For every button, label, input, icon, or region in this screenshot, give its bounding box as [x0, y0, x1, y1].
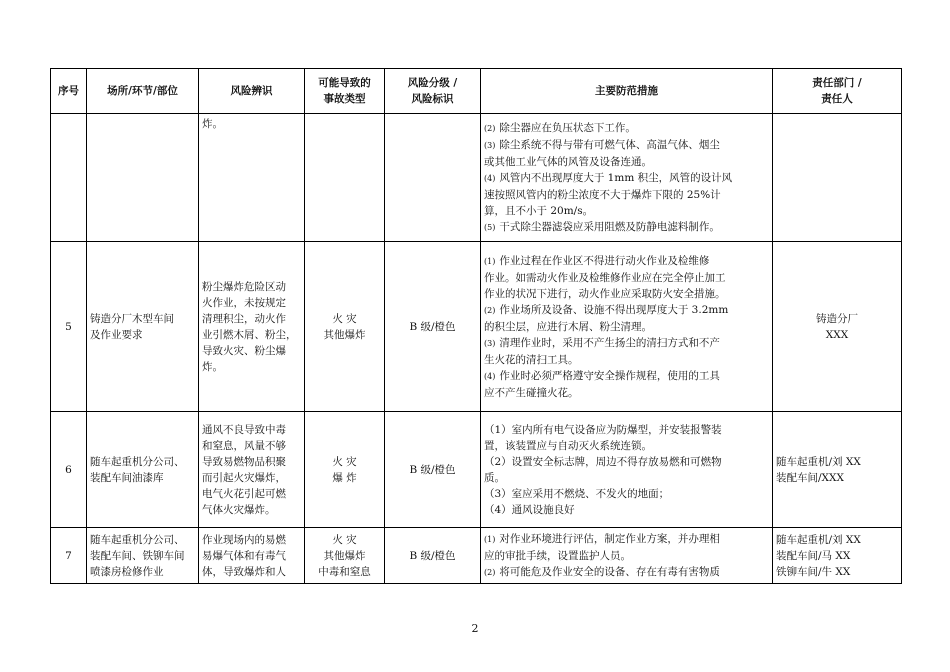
- table-row: [51, 528, 902, 584]
- cell-risk-line: 通风不良导致中毒: [202, 423, 286, 436]
- page-number: 2: [471, 622, 479, 635]
- header-risk-level: [385, 69, 481, 114]
- measure-text: 清理作业时，采用不产生扬尘的清扫方式和不产: [499, 336, 720, 349]
- risk-table: [50, 68, 902, 584]
- cell-accident-type: [305, 412, 385, 528]
- cell-responsible-line: 装配车间/马 XX: [776, 549, 851, 562]
- cell-risk-line: 导致易燃物品积聚: [202, 455, 286, 468]
- measure-text: 作业的状况下进行，动火作业应采取防火安全措施。: [484, 287, 726, 300]
- cell-seq: [51, 114, 87, 242]
- measure-text: 干式除尘器滤袋应采用阻燃及防静电滤料制作。: [499, 220, 720, 233]
- measure-line: [484, 137, 769, 154]
- cell-accident-type-line: 爆 炸: [332, 471, 357, 484]
- measure-text: 将可能危及作业安全的设备、存在有毒有害物质: [499, 565, 720, 578]
- table-body: [51, 114, 902, 584]
- cell-seq: 5: [51, 242, 87, 412]
- measure-line: [484, 502, 769, 518]
- measure-text: 的积尘层，应进行木屑、粉尘清理。: [484, 320, 652, 333]
- table-row: [51, 242, 902, 412]
- header-accident-type-line: 事故类型: [323, 93, 366, 105]
- header-seq: 序号: [51, 69, 87, 114]
- measure-line: [484, 548, 769, 564]
- cell-risk-line: 易爆气体和有毒气: [202, 549, 286, 562]
- cell-risk-line: 体，导致爆炸和人: [202, 565, 286, 578]
- cell-responsible: [773, 114, 902, 242]
- table-header-row: [51, 69, 902, 114]
- cell-responsible-line: 装配车间/XXX: [776, 471, 844, 484]
- cell-risk: [199, 114, 305, 242]
- cell-accident-type: [305, 114, 385, 242]
- measure-line: [484, 170, 769, 187]
- cell-risk-line: 火作业，未按规定: [202, 296, 286, 309]
- cell-accident-type: [305, 528, 385, 584]
- measure-line: [484, 120, 769, 137]
- measure-text: （3）室应采用不燃烧、不发火的地面；: [484, 487, 670, 500]
- cell-place-line: 铸造分厂木型车间: [90, 312, 174, 325]
- cell-accident-type-line: 中毒和窒息: [318, 565, 371, 578]
- cell-place-line: 随车起重机分公司、: [90, 533, 185, 546]
- measure-line: [484, 187, 769, 203]
- cell-risk-line: 粉尘爆炸危险区动: [202, 280, 286, 293]
- measure-line: [484, 470, 769, 486]
- cell-responsible-line: 随车起重机/刘 XX: [776, 455, 861, 468]
- cell-measures: [481, 528, 773, 584]
- cell-accident-type-line: 其他爆炸: [323, 549, 366, 562]
- measure-line: [484, 203, 769, 219]
- measure-text: 对作业环境进行评估，制定作业方案，并办理相: [499, 532, 720, 545]
- measure-number: (1): [484, 256, 496, 266]
- measure-line: [484, 368, 769, 385]
- cell-risk-level: [385, 114, 481, 242]
- header-responsible-line: 责任部门 /: [812, 77, 862, 89]
- measure-number: (2): [484, 123, 496, 133]
- cell-responsible-line: XXX: [825, 328, 849, 341]
- header-measures: 主要防范措施: [481, 69, 773, 114]
- measure-text: 质。: [484, 471, 505, 484]
- measure-text: 风管内不出现厚度大于 1mm 积尘，风管的设计风: [499, 171, 733, 184]
- cell-measures: [481, 242, 773, 412]
- cell-place-line: 喷漆房检修作业: [90, 565, 164, 578]
- measure-text: 置，该装置应与自动灭火系统连锁。: [484, 439, 652, 452]
- header-risk-level-line: 风险分级 /: [407, 77, 458, 89]
- measure-text: 作业场所及设备、设施不得出现厚度大于 3.2mm: [499, 303, 729, 316]
- cell-place: [87, 242, 199, 412]
- measure-text: 除尘系统不得与带有可燃气体、高温气体、烟尘: [499, 138, 720, 151]
- table-row: [51, 114, 902, 242]
- measure-text: （2）设置安全标志牌，周边不得存放易燃和可燃物: [484, 455, 722, 468]
- measure-line: [484, 454, 769, 470]
- measure-text: 速按照风管内的粉尘浓度不大于爆炸下限的 25%计: [484, 188, 721, 201]
- cell-seq: 6: [51, 412, 87, 528]
- cell-responsible-line: 铁铆车间/牛 XX: [776, 565, 851, 578]
- measure-text: 生火花的清扫工具。: [484, 353, 579, 366]
- cell-responsible: [773, 412, 902, 528]
- cell-risk-level: B 级/橙色: [385, 528, 481, 584]
- cell-risk-line: 作业现场内的易燃: [202, 533, 286, 546]
- cell-risk-line: 而引起火灾爆炸，: [202, 471, 286, 484]
- measure-text: 算，且不小于 20m/s。: [484, 204, 594, 217]
- measure-line: [484, 385, 769, 401]
- measure-line: [484, 486, 769, 502]
- cell-place-line: 装配车间、铁铆车间: [90, 549, 185, 562]
- measure-line: [484, 422, 769, 438]
- measure-text: 作业过程在作业区不得进行动火作业及检维修: [499, 254, 710, 267]
- cell-accident-type-line: 火 灾: [332, 533, 357, 546]
- measure-text: 作业。如需动火作业及检维修作业应在完全停止加工: [484, 271, 726, 284]
- measure-line: [484, 270, 769, 286]
- measure-line: [484, 352, 769, 368]
- cell-accident-type: [305, 242, 385, 412]
- measure-number: (1): [484, 534, 496, 544]
- measure-text: 应的审批手续，设置监护人员。: [484, 549, 631, 562]
- cell-place-line: 及作业要求: [90, 328, 143, 341]
- cell-accident-type-line: 火 灾: [332, 312, 357, 325]
- header-place: 场所/环节/部位: [87, 69, 199, 114]
- header-risk-identification: 风险辨识: [199, 69, 305, 114]
- cell-risk: [199, 242, 305, 412]
- cell-responsible-line: 随车起重机/刘 XX: [776, 533, 861, 546]
- cell-risk-line: 清理积尘，动火作: [202, 312, 286, 325]
- header-accident-type-line: 可能导致的: [318, 77, 371, 89]
- cell-responsible: [773, 528, 902, 584]
- cell-risk-line: 业引燃木屑、粉尘，: [202, 328, 297, 341]
- measure-line: [484, 438, 769, 454]
- header-responsible: [773, 69, 902, 114]
- cell-risk-line: 电气火花引起可燃: [202, 487, 286, 500]
- table-row: [51, 412, 902, 528]
- cell-responsible-line: 铸造分厂: [816, 312, 858, 325]
- measure-number: (2): [484, 567, 496, 577]
- measure-number: (4): [484, 173, 496, 183]
- header-responsible-line: 责任人: [821, 93, 853, 105]
- cell-risk-line: 炸。: [202, 118, 223, 130]
- measure-line: [484, 302, 769, 319]
- cell-measures: [481, 412, 773, 528]
- measure-number: (5): [484, 222, 496, 232]
- cell-seq: 7: [51, 528, 87, 584]
- measure-text: （1）室内所有电气设备应为防爆型，并安装报警装: [484, 423, 722, 436]
- cell-place: [87, 528, 199, 584]
- measure-text: 除尘器应在负压状态下工作。: [499, 121, 636, 134]
- cell-risk: [199, 412, 305, 528]
- measure-line: [484, 154, 769, 170]
- cell-place-line: 装配车间油漆库: [90, 471, 164, 484]
- cell-risk: [199, 528, 305, 584]
- cell-place-line: 随车起重机分公司、: [90, 455, 185, 468]
- cell-risk-level: B 级/橙色: [385, 242, 481, 412]
- measure-line: [484, 335, 769, 352]
- cell-place: [87, 114, 199, 242]
- cell-accident-type-line: 其他爆炸: [323, 328, 366, 341]
- measure-line: [484, 319, 769, 335]
- measure-number: (4): [484, 371, 496, 381]
- measure-text: 作业时必须严格遵守安全操作规程，使用的工具: [499, 369, 720, 382]
- cell-risk-line: 导致火灾、粉尘爆: [202, 344, 286, 357]
- measure-line: [484, 219, 769, 236]
- measure-line: [484, 564, 769, 581]
- cell-accident-type-line: 火 灾: [332, 455, 357, 468]
- measure-text: 或其他工业气体的风管及设备连通。: [484, 155, 652, 168]
- measure-text: （4）通风设施良好: [484, 503, 575, 516]
- header-risk-level-line: 风险标识: [411, 93, 454, 105]
- header-accident-type: [305, 69, 385, 114]
- measure-text: 应不产生碰撞火花。: [484, 386, 579, 399]
- measure-number: (2): [484, 305, 496, 315]
- measure-line: [484, 253, 769, 270]
- cell-risk-line: 和窒息，风量不够: [202, 439, 286, 452]
- measure-line: [484, 531, 769, 548]
- measure-number: (3): [484, 140, 496, 150]
- cell-risk-level: B 级/橙色: [385, 412, 481, 528]
- cell-place: [87, 412, 199, 528]
- cell-risk-line: 气体火灾爆炸。: [202, 503, 276, 516]
- cell-measures: [481, 114, 773, 242]
- measure-number: (3): [484, 338, 496, 348]
- cell-risk-line: 炸。: [202, 360, 223, 373]
- measure-line: [484, 286, 769, 302]
- cell-responsible: [773, 242, 902, 412]
